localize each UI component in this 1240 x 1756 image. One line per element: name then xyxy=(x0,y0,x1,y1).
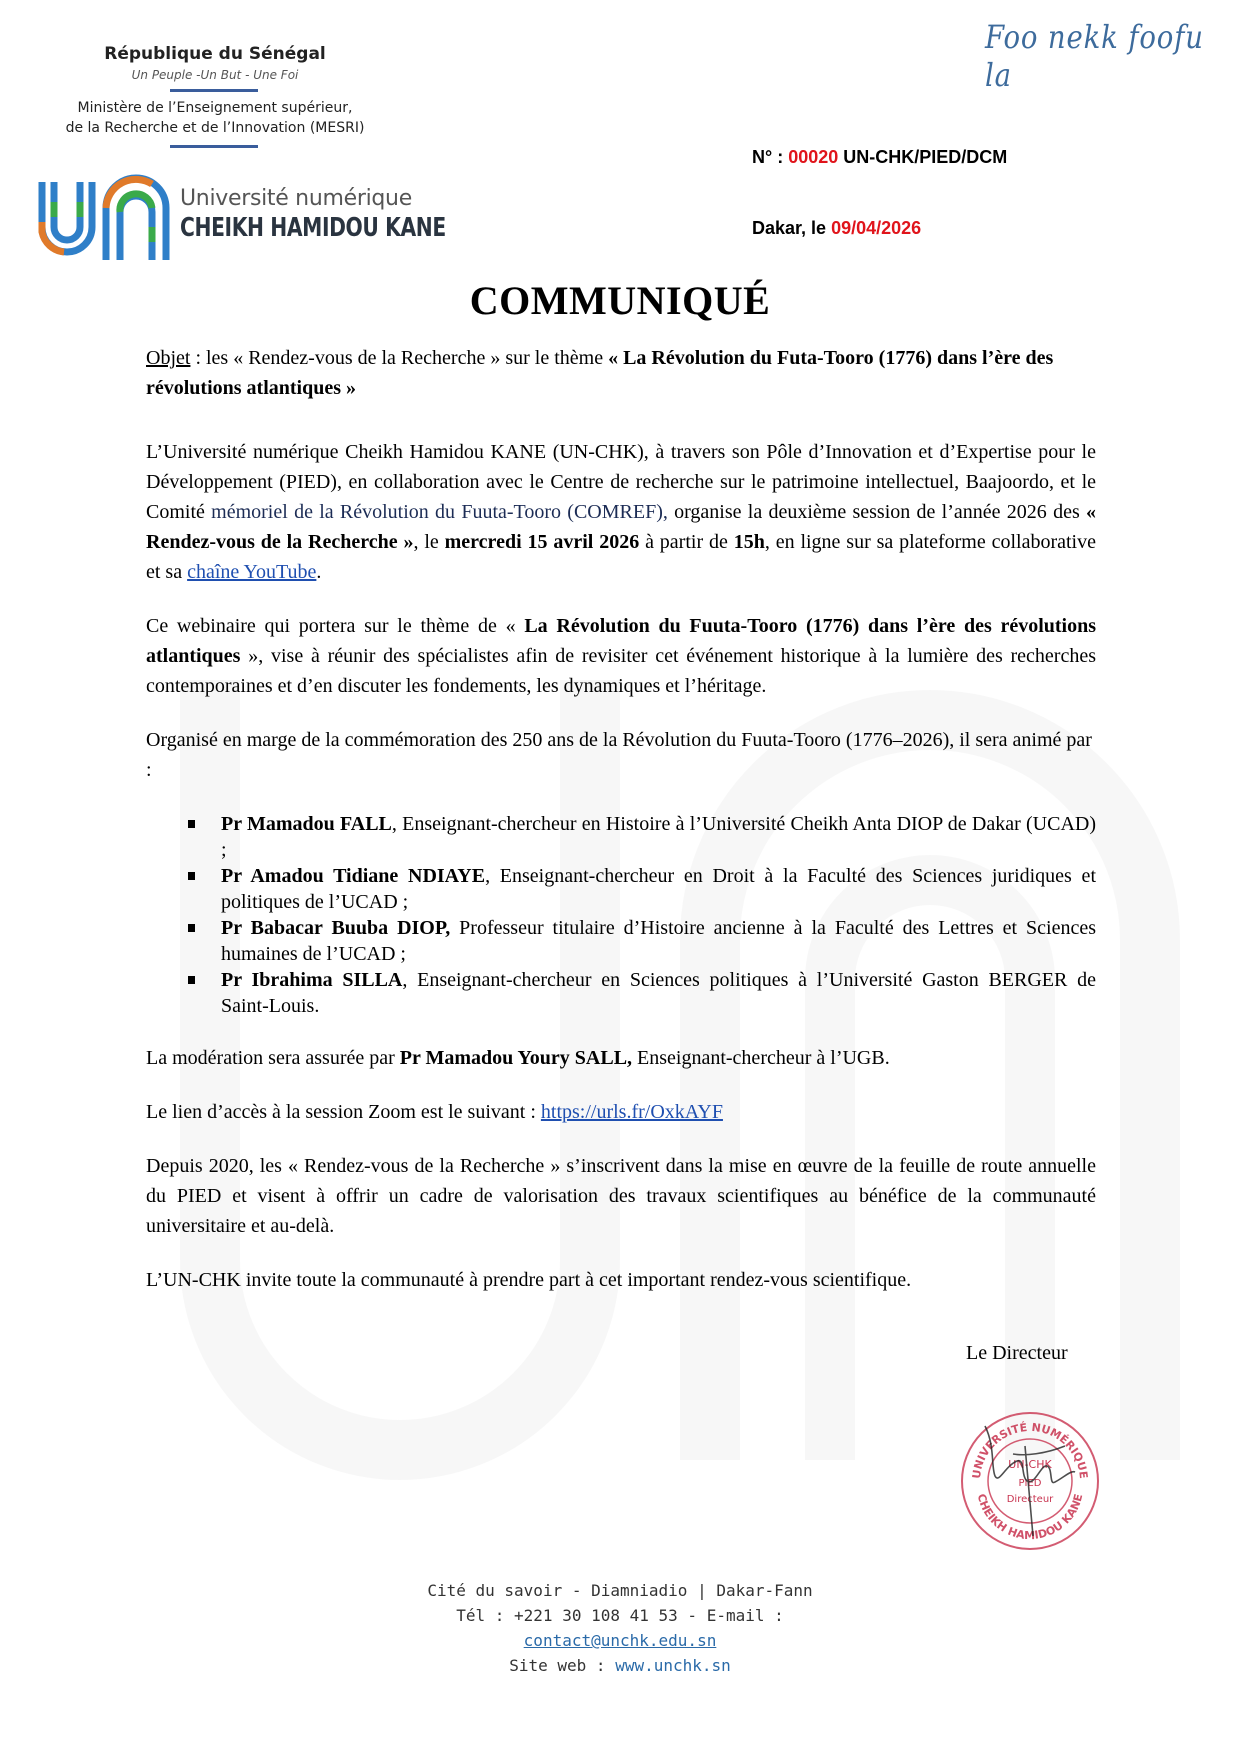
footer xyxy=(0,1578,1240,1678)
speaker-desc: , Enseignant-chercheur en Sciences politiques à l’Université Gaston BERGER de Saint-Louis. xyxy=(221,969,1096,1017)
speaker-name: Pr Amadou Tidiane NDIAYE xyxy=(221,865,486,887)
text: L’UN-CHK invite toute la communauté à prendre part à cet important rendez-vous scientifique. xyxy=(146,1269,912,1291)
bullet-icon xyxy=(188,924,195,932)
paragraph-moderation xyxy=(146,1043,1096,1073)
stamp-text-bottom: CHEIKH HAMIDOU KANE xyxy=(974,1492,1086,1543)
stamp-center-1: UN-CHK xyxy=(1008,1458,1052,1471)
speaker-desc: , Enseignant-chercheur en Droit à la Faculté des Sciences juridiques et politiques de l’UCAD ; xyxy=(221,865,1096,913)
bullet-icon xyxy=(188,820,195,828)
text: Ce webinaire qui portera sur le thème de « xyxy=(146,615,516,637)
university-name xyxy=(180,186,521,243)
university-logo xyxy=(34,172,446,264)
footer-address: Cité du savoir - Diamniadio | Dakar-Fann xyxy=(427,1581,813,1600)
paragraph-organised xyxy=(146,725,1096,785)
paragraph-intro xyxy=(146,437,1096,587)
text: La modération sera assurée par xyxy=(146,1047,395,1069)
stamp-center-2: PIED xyxy=(1018,1478,1042,1489)
paragraph-history xyxy=(146,1151,1096,1241)
university-name-line-1: Université numérique xyxy=(180,186,412,211)
national-motto: Un Peuple -Un But - Une Foi xyxy=(131,68,299,82)
ref-number: 00020 xyxy=(788,147,839,167)
speaker-item xyxy=(146,915,1096,967)
ministry-line-1: Ministère de l’Enseignement supérieur, xyxy=(77,100,353,116)
text: Le lien d’accès à la session Zoom est le suivant : xyxy=(146,1101,536,1123)
ministry-line-2: de la Recherche et de l’Innovation (MESRI) xyxy=(65,120,365,136)
footer-website-link[interactable]: www.unchk.sn xyxy=(615,1656,731,1675)
text: Enseignant-chercheur à l’UGB. xyxy=(637,1047,890,1069)
footer-phone: Tél : +221 30 108 41 53 - E-mail : xyxy=(456,1606,784,1625)
letterhead xyxy=(30,44,410,154)
speaker-name: Pr Mamadou FALL xyxy=(221,813,392,835)
footer-web-label: Site web : xyxy=(509,1656,606,1675)
webinar-theme: La Révolution du Fuuta-Tooro (1776) dans l’ère des révolutions atlantiques xyxy=(146,615,1096,667)
text: », vise à réunir des spécialistes afin de revisiter cet événement historique à la lumière des recherches contemporaines et d’en discuter les fondements, les dynamiques et l’héritage. xyxy=(146,645,1096,697)
subject-label: Objet xyxy=(146,347,191,369)
text: , le xyxy=(413,531,439,553)
stamp-text-top: UNIVERSITÉ NUMÉRIQUE xyxy=(969,1420,1091,1480)
speaker-name: Pr Babacar Buuba DIOP, xyxy=(221,917,451,939)
republic-name: République du Sénégal xyxy=(104,44,326,64)
text: organise la deuxième session de l’année 2026 des xyxy=(674,501,1080,523)
divider xyxy=(170,89,258,92)
bullet-icon xyxy=(188,976,195,984)
bullet-icon xyxy=(188,872,195,880)
ref-suffix: UN-CHK/PIED/DCM xyxy=(843,147,1008,167)
youtube-link[interactable]: chaîne YouTube xyxy=(187,561,317,583)
moderator-name: Pr Mamadou Youry SALL, xyxy=(399,1047,633,1069)
speaker-desc: , Enseignant-chercheur en Histoire à l’Université Cheikh Anta DIOP de Dakar (UCAD) ; xyxy=(221,813,1096,861)
slogan: Foo nekk foofu la xyxy=(985,18,1204,94)
official-stamp xyxy=(955,1406,1105,1556)
ref-prefix: N° : xyxy=(752,147,784,167)
event-name: « Rendez-vous de la Recherche » xyxy=(146,501,1096,553)
text: mémoriel de la Révolution du Fuuta-Tooro (COMREF), xyxy=(211,501,668,523)
document-body xyxy=(146,343,1096,1319)
stamp-center-3: Directeur xyxy=(1006,1494,1054,1505)
text: . xyxy=(316,561,322,583)
document-date xyxy=(752,218,921,239)
event-date: mercredi 15 avril 2026 xyxy=(444,531,640,553)
speakers-list xyxy=(146,811,1096,1019)
date-prefix: Dakar, le xyxy=(752,218,827,238)
text: L’Université numérique Cheikh Hamidou KANE (UN-CHK), à travers son Pôle d’Innovation et d’Expertise pour le Développement (PIED), en collaboration avec le Centre de recherche sur le patrimoine intellectuel, Baajoordo, et le Comité xyxy=(146,441,1096,523)
text: Organisé en marge de la commémoration des 250 ans de la Révolution du Fuuta-Tooro (1776–2026), il sera animé par : xyxy=(146,729,1092,781)
subject-text: : les « Rendez-vous de la Recherche » sur le thème xyxy=(195,347,604,369)
paragraph-webinar xyxy=(146,611,1096,701)
text: Depuis 2020, les « Rendez-vous de la Recherche » s’inscrivent dans la mise en œuvre de la feuille de route annuelle du PIED et visent à offrir un cadre de valorisation des travaux scientifiques au bénéfice de la communauté universitaire et au-delà. xyxy=(146,1155,1096,1237)
paragraph-invitation xyxy=(146,1265,1096,1295)
speaker-item xyxy=(146,967,1096,1019)
text: , en ligne sur sa plateforme collaborative et sa xyxy=(146,531,1096,583)
speaker-item xyxy=(146,863,1096,915)
divider xyxy=(170,145,258,148)
date-value: 09/04/2026 xyxy=(831,218,922,238)
paragraph-zoom xyxy=(146,1097,1096,1127)
zoom-link[interactable]: https://urls.fr/OxkAYF xyxy=(540,1101,723,1123)
speaker-item xyxy=(146,811,1096,863)
footer-email-link[interactable]: contact@unchk.edu.sn xyxy=(523,1631,717,1650)
university-name-line-2: CHEIKH HAMIDOU KANE xyxy=(180,213,446,243)
document-title: COMMUNIQUÉ xyxy=(469,278,771,323)
un-chk-logo-icon xyxy=(34,172,174,264)
text: à partir de xyxy=(645,531,728,553)
event-time: 15h xyxy=(733,531,765,553)
signature-label: Le Directeur xyxy=(966,1342,1068,1364)
speaker-name: Pr Ibrahima SILLA xyxy=(221,969,403,991)
subject-line xyxy=(146,343,1096,403)
reference-number xyxy=(752,147,1007,168)
speaker-desc: Professeur titulaire d’Histoire ancienne à la Faculté des Lettres et Sciences humaines de l’UCAD ; xyxy=(221,917,1096,965)
subject-theme: « La Révolution du Futa-Tooro (1776) dans l’ère des révolutions atlantiques » xyxy=(146,347,1054,399)
